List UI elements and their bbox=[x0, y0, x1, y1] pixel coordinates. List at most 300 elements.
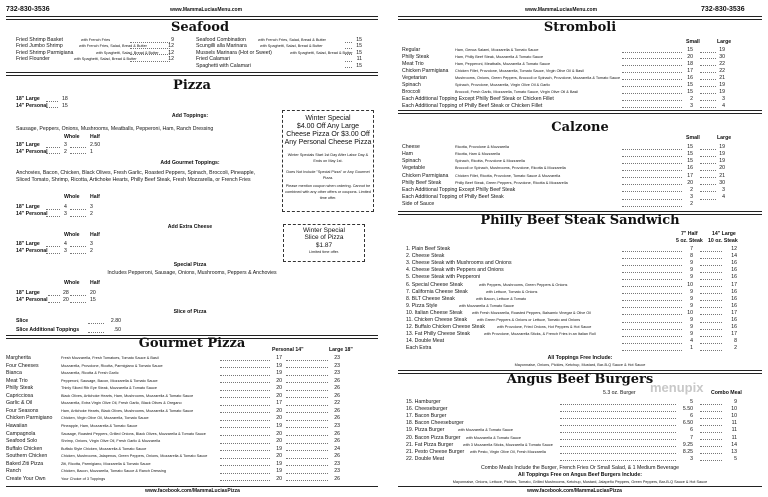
item-description: Mushrooms, Onions, Green Peppers, Broccoli or Spinach, Provolone, Mozzarella & Tomato Sauce bbox=[455, 75, 621, 80]
item-description: with 3 Mozzarella Sticks, Mozzarella & Tomato Sauce bbox=[463, 442, 553, 447]
price-burger: 3 bbox=[690, 455, 693, 462]
price-large: 22 bbox=[719, 67, 725, 74]
calzone-item: Ham bbox=[402, 151, 413, 158]
price-personal: 19 bbox=[276, 468, 282, 475]
subheading: Add Toppings: bbox=[171, 113, 209, 119]
price-small: 15 bbox=[687, 81, 693, 88]
facebook-right[interactable]: www.facebook.com/MammaLuciasPizza bbox=[527, 488, 622, 494]
price-personal: 20 bbox=[276, 438, 282, 445]
price-large: 26 bbox=[334, 453, 340, 460]
dot-leader bbox=[286, 435, 328, 436]
price-small: 18 bbox=[687, 60, 693, 67]
item-description: with French Fries, Salad, Bread & Butter bbox=[79, 44, 147, 49]
price-half: 9 bbox=[690, 302, 693, 309]
dot-leader bbox=[700, 191, 716, 192]
dot-leader bbox=[130, 48, 170, 49]
price-large: 16 bbox=[731, 302, 737, 309]
price-personal: 17 bbox=[276, 400, 282, 407]
burger-item: 20. Bacon Pizza Burger bbox=[406, 434, 461, 441]
seafood-item: Fried Calamari bbox=[196, 56, 231, 63]
price-burger: 8.25 bbox=[682, 448, 693, 455]
dot-leader bbox=[88, 323, 104, 324]
section-title-seafood: Seafood bbox=[170, 20, 230, 35]
menu-text: Half bbox=[90, 280, 100, 286]
dot-leader bbox=[70, 147, 86, 148]
price-large: 4 bbox=[722, 102, 725, 109]
subheading: Special Pizza bbox=[173, 262, 207, 268]
dot-leader bbox=[622, 170, 682, 171]
item-price: 15 bbox=[356, 37, 362, 43]
item-description: Chicken Fillet, Ricotta, Provolone, Tomato Sauce & Mozzarella bbox=[455, 173, 561, 178]
dot-leader bbox=[560, 446, 676, 447]
price-half: 10 bbox=[687, 281, 693, 288]
promo-text: Winter Special bbox=[305, 115, 351, 122]
dot-leader bbox=[70, 302, 86, 303]
menu-text: 5 oz. Steak bbox=[676, 238, 703, 244]
price-large: 17 bbox=[731, 331, 737, 338]
dot-leader bbox=[622, 86, 682, 87]
dot-leader bbox=[700, 460, 722, 461]
item-description: with Peppers, Mushrooms, Green Peppers & Onions bbox=[479, 282, 568, 287]
item-description: Your Choice of 3 Toppings bbox=[61, 476, 106, 481]
price-large: 8 bbox=[734, 338, 737, 345]
burger-item: 15. Hamburger bbox=[406, 399, 441, 405]
item-description: with Lettuce, Tomato & Onions bbox=[486, 289, 538, 294]
seafood-item: Fried Shrimp Basket bbox=[16, 37, 63, 43]
item-description: with Mozzarella & Tomato Sauce bbox=[458, 428, 514, 433]
promo-text: Does Not Include "Special Pizza" or Any Gourmet Pizza. bbox=[286, 170, 370, 180]
dot-leader bbox=[700, 265, 722, 266]
item-price: 12 bbox=[168, 49, 174, 56]
menu-text: 3 bbox=[64, 248, 67, 254]
price-large: 12 bbox=[731, 246, 737, 252]
price-personal: 19 bbox=[276, 370, 282, 377]
price-small: 15 bbox=[687, 158, 693, 165]
price-large: 16 bbox=[731, 317, 737, 323]
price-large: 23 bbox=[334, 370, 340, 377]
price-combo: 10 bbox=[731, 406, 737, 413]
dot-leader bbox=[700, 58, 716, 59]
section-title-stromboli: Stromboli bbox=[543, 20, 617, 35]
website-right[interactable]: www.MammaLuciasMenu.com bbox=[525, 7, 598, 13]
dot-leader bbox=[622, 149, 682, 150]
dot-leader bbox=[48, 295, 60, 296]
menu-text: 14" Personal bbox=[16, 211, 48, 217]
dot-leader bbox=[622, 322, 682, 323]
calzone-item: Philly Beef Steak bbox=[402, 179, 442, 186]
dot-leader bbox=[700, 149, 716, 150]
dot-leader bbox=[220, 480, 270, 481]
gourmet-item: Bianca bbox=[6, 370, 22, 377]
menu-text: 14" Large bbox=[712, 231, 736, 237]
menu-text: 14" Personal bbox=[16, 297, 48, 303]
subheading: Add Extra Cheese bbox=[167, 224, 213, 230]
price-large: 19 bbox=[719, 88, 725, 95]
item-price: .50 bbox=[113, 327, 121, 333]
dot-leader bbox=[700, 425, 722, 426]
seafood-item: Seafood Combination bbox=[196, 37, 246, 43]
item-description: Ziti, Ricotta, Parmigiano, Mozzarella & Tomato Sauce bbox=[61, 461, 151, 466]
toppings-list: Sausage, Peppers, Onions, Mushrooms, Meatballs, Pepperoni, Ham, Ranch Dressing bbox=[16, 126, 214, 132]
price-small: 3 bbox=[690, 194, 693, 201]
price-large: 26 bbox=[334, 430, 340, 437]
dot-leader bbox=[70, 295, 86, 296]
special-desc: Includes Pepperoni, Sausage, Onions, Mushrooms, Peppers & Anchovies bbox=[107, 270, 277, 276]
dot-leader bbox=[70, 216, 86, 217]
price-half: 10 bbox=[687, 309, 693, 316]
item-description: Chicken, Mushrooms, Jalapenos, Green Peppers, Onions, Mozzarella & Tomato Sauce bbox=[61, 454, 208, 459]
price-half: 1 bbox=[690, 345, 693, 352]
item-description: Chicken Fillet, Provolone, Mozzarella, Tomato Sauce, Virgin Olive Oil & Basil bbox=[455, 68, 584, 73]
menu-text: Whole bbox=[64, 194, 80, 200]
menu-text: Whole bbox=[64, 280, 80, 286]
dot-leader bbox=[700, 446, 722, 447]
price-combo: 11 bbox=[731, 427, 737, 434]
burger-item: 21. Fat Pizza Burger bbox=[406, 441, 454, 448]
promo-text: $4.00 Off Any Large bbox=[296, 123, 360, 130]
menu-text: Whole bbox=[64, 232, 80, 238]
price-large: 4 bbox=[722, 194, 725, 201]
dot-leader bbox=[46, 101, 58, 102]
dot-leader bbox=[286, 397, 328, 398]
philly-item: 5. Cheese Steak with Pepperoni bbox=[406, 274, 481, 281]
watermark: menupix bbox=[650, 380, 704, 395]
price-large: 26 bbox=[334, 415, 340, 422]
dot-leader bbox=[560, 425, 676, 426]
dot-leader bbox=[700, 177, 716, 178]
price-large: 26 bbox=[334, 407, 340, 414]
col-whole: Whole bbox=[64, 134, 80, 140]
dot-leader bbox=[46, 209, 60, 210]
dot-leader bbox=[70, 246, 86, 247]
philly-item: 10. Italian Cheese Steak bbox=[406, 309, 463, 316]
gourmet-item: Capricciosa bbox=[6, 392, 34, 399]
gourmet-item: Garlic & Oil bbox=[6, 400, 33, 407]
dot-leader bbox=[622, 251, 682, 252]
gourmet-item: Chicken Parmigiano bbox=[6, 415, 53, 422]
dot-leader bbox=[70, 209, 86, 210]
price-burger: 5.50 bbox=[682, 406, 693, 413]
dot-leader bbox=[130, 54, 170, 55]
menu-text: Small bbox=[686, 39, 700, 45]
price-large: 20 bbox=[719, 165, 725, 172]
price-personal: 20 bbox=[276, 453, 282, 460]
item-price: 15 bbox=[356, 62, 362, 69]
item-description: with Spaghetti, Salad, Bread & Butter bbox=[74, 57, 137, 62]
price-half: 9 bbox=[690, 267, 693, 274]
subheading: Add Gourmet Toppings: bbox=[160, 160, 220, 166]
price-personal: 20 bbox=[276, 377, 282, 384]
dot-leader bbox=[622, 272, 682, 273]
dot-leader bbox=[46, 107, 58, 108]
menu-text: Slice Additional Toppings bbox=[16, 327, 80, 333]
dot-leader bbox=[700, 439, 722, 440]
stromboli-item: Philly Steak bbox=[402, 53, 430, 60]
item-description: Black Olives, Artichoke Hearts, Ham, Mushrooms, Mozzarella & Tomato Sauce bbox=[61, 393, 194, 398]
website-left[interactable]: www.MammaLuciasMenu.com bbox=[170, 7, 243, 13]
price-burger: 6 bbox=[690, 427, 693, 434]
dot-leader bbox=[220, 450, 270, 451]
price-large: 22 bbox=[719, 60, 725, 67]
dot-leader bbox=[560, 460, 676, 461]
stromboli-item: Meat Trio bbox=[402, 60, 424, 67]
dot-leader bbox=[286, 375, 328, 376]
price-half: 9 bbox=[690, 324, 693, 331]
dot-leader bbox=[700, 307, 722, 308]
menu-text: 4 bbox=[64, 204, 67, 210]
philly-item: 6. Special Cheese Steak bbox=[406, 281, 463, 288]
item-description: Broccoli, Fresh Garlic, Mozzarella, Tomato Sauce, Virgin Olive Oil & Basil bbox=[455, 89, 579, 94]
dot-leader bbox=[286, 360, 328, 361]
gourmet-item: Southern Chicken bbox=[6, 453, 48, 460]
promo-text: Cheese Pizza Or $3.00 Off bbox=[286, 131, 370, 138]
price-large: 21 bbox=[719, 74, 725, 81]
dot-leader bbox=[560, 404, 676, 405]
col-combo: Combo Meal bbox=[711, 390, 742, 396]
phone-right: 732-830-3536 bbox=[701, 6, 745, 13]
section-title-calzone: Calzone bbox=[551, 120, 609, 135]
divider bbox=[6, 486, 378, 487]
item-description: with Mozzarella & Tomato Sauce bbox=[466, 435, 522, 440]
col-personal: Personal 14" bbox=[272, 347, 304, 353]
dot-leader bbox=[622, 93, 682, 94]
item-description: Mozzarella, Extra Virgin Olive Oil, Fresh Garlic, Black Olives & Oregano bbox=[61, 401, 182, 406]
menu-text: 3 bbox=[64, 142, 67, 148]
price-personal: 17 bbox=[276, 355, 282, 361]
dot-leader bbox=[622, 191, 682, 192]
stromboli-item: Regular bbox=[402, 47, 421, 53]
price-large: 19 bbox=[719, 158, 725, 165]
dot-leader bbox=[700, 199, 716, 200]
item-description: with Pesto, Virgin Olive Oil, Fresh Mozzarella bbox=[470, 449, 546, 454]
dot-leader bbox=[560, 418, 676, 419]
item-price: 9 bbox=[171, 37, 174, 43]
dot-leader bbox=[345, 54, 352, 55]
dot-leader bbox=[220, 443, 270, 444]
dot-leader bbox=[700, 350, 722, 351]
dot-leader bbox=[46, 246, 60, 247]
price-small: 17 bbox=[687, 172, 693, 179]
dot-leader bbox=[286, 367, 328, 368]
philly-item: 2. Cheese Steak bbox=[406, 253, 445, 260]
price-small: 17 bbox=[687, 67, 693, 74]
price-small: 15 bbox=[687, 88, 693, 95]
burger-size: 5.3 oz. Burger bbox=[603, 390, 636, 396]
col-large: Large 18" bbox=[329, 347, 353, 353]
dot-leader bbox=[220, 435, 270, 436]
promo-text: Winter Special bbox=[303, 227, 345, 234]
facebook-left[interactable]: www.facebook.com/MammaLuciasPizza bbox=[145, 488, 240, 494]
item-description: Buffalo Style Chicken, Mozzarella & Tomato Sauce bbox=[61, 446, 147, 451]
item-description: with French Fries, Salad, Bread & Butter bbox=[258, 38, 326, 42]
price-large: 23 bbox=[334, 460, 340, 467]
stromboli-item: Each Additional Topping of Philly Beef Steak or Chicken Fillet bbox=[402, 102, 543, 109]
price-small: 20 bbox=[687, 53, 693, 60]
price-small: 3 bbox=[690, 102, 693, 109]
price-large: 16 bbox=[731, 295, 737, 302]
dot-leader bbox=[700, 72, 716, 73]
price-half: 9 bbox=[690, 317, 693, 323]
calzone-item: Side of Sauce bbox=[402, 201, 435, 208]
gourmet-item: Four Cheeses bbox=[6, 362, 39, 369]
item-price: 12 bbox=[168, 43, 174, 50]
menu-text: 10 oz. Steak bbox=[708, 238, 738, 244]
stromboli-item: Each Additional Topping Except Philly Beef Steak or Chicken Fillet bbox=[402, 95, 554, 102]
menu-text: 20 bbox=[90, 290, 96, 296]
section-title-gourmet-pizza: Gourmet Pizza bbox=[138, 336, 246, 351]
promo-text: $1.87 bbox=[315, 241, 333, 249]
dot-leader bbox=[700, 336, 722, 337]
dot-leader bbox=[622, 293, 682, 294]
menu-text: 2 bbox=[64, 148, 67, 155]
section-title-burgers: Angus Beef Burgers bbox=[506, 372, 654, 387]
price-small: 15 bbox=[687, 151, 693, 158]
philly-item: 12. Buffalo Chicken Cheese Steak bbox=[406, 324, 485, 331]
price-personal: 20 bbox=[276, 415, 282, 422]
price-large: 30 bbox=[719, 53, 725, 60]
dot-leader bbox=[286, 427, 328, 428]
gourmet-item: Philly Steak bbox=[6, 385, 34, 392]
item-description: with Spaghetti, Salad, Bread & Butter bbox=[290, 50, 353, 55]
dot-leader bbox=[700, 418, 722, 419]
dot-leader bbox=[70, 153, 86, 154]
dot-leader bbox=[700, 163, 716, 164]
price-half: 9 bbox=[690, 288, 693, 295]
price-large: 17 bbox=[731, 309, 737, 316]
item-description: Pepperoni, Sausage, Bacon, Mozzarella & Tomato Sauce bbox=[61, 378, 158, 383]
section-title-philly-sandwich: Philly Beef Steak Sandwich bbox=[480, 213, 680, 228]
price-small: 2 bbox=[690, 95, 693, 102]
dot-leader bbox=[220, 397, 270, 398]
dot-leader bbox=[560, 439, 676, 440]
dot-leader bbox=[700, 251, 722, 252]
menu-text: 4 bbox=[64, 241, 67, 247]
price-large: 16 bbox=[731, 288, 737, 295]
price-small: 2 bbox=[690, 201, 693, 208]
dot-leader bbox=[700, 184, 716, 185]
dot-leader bbox=[700, 329, 722, 330]
dot-leader bbox=[48, 302, 60, 303]
dot-leader bbox=[700, 79, 716, 80]
promo-text: Winter Specials Start 1st Day After Labor Day & Ends on May 1st. bbox=[287, 153, 369, 163]
philly-item: 1. Plain Beef Steak bbox=[406, 246, 451, 252]
dot-leader bbox=[700, 279, 722, 280]
philly-item: 3. Cheese Steak with Mushrooms and Onions bbox=[406, 260, 512, 267]
price-personal: 20 bbox=[276, 407, 282, 414]
divider bbox=[398, 486, 762, 487]
philly-item: 8. BLT Cheese Steak bbox=[406, 295, 455, 302]
dot-leader bbox=[622, 286, 682, 287]
dot-leader bbox=[345, 67, 352, 68]
dot-leader bbox=[622, 199, 682, 200]
price-burger: 6 bbox=[690, 413, 693, 420]
dot-leader bbox=[46, 253, 60, 254]
dot-leader bbox=[700, 293, 722, 294]
dot-leader bbox=[220, 420, 270, 421]
combo-note: Combo Meals Include the Burger, French Fries Or Small Salad, & 1 Medium Beverage bbox=[480, 465, 680, 471]
menu-text: 18" Large bbox=[16, 142, 40, 148]
burger-free-list: Mayonnaise, Onions, Lettuce, Pickles, Tomato, Grilled Mushrooms, Ketchup, Mustard, Jalapeño Peppers, Green Peppers, Bar-B-Q Sauce & Hot Sauce bbox=[452, 480, 708, 484]
seafood-item: Fried Flounder bbox=[16, 56, 50, 63]
price-large: 2 bbox=[734, 345, 737, 352]
price-personal: 19 bbox=[276, 460, 282, 467]
slice-special-coupon bbox=[283, 224, 365, 262]
price-burger: 9.25 bbox=[682, 441, 693, 448]
price-combo: 14 bbox=[731, 441, 737, 448]
menu-text: 2 bbox=[90, 248, 93, 254]
item-description: Chicken, Virgin Olive Oil, Mozzarella, Tomato Sauce bbox=[61, 416, 149, 421]
price-large: 19 bbox=[719, 144, 725, 150]
price-combo: 5 bbox=[734, 455, 737, 462]
dot-leader bbox=[700, 314, 722, 315]
dot-leader bbox=[622, 350, 682, 351]
burger-item: 22. Double Meat bbox=[406, 455, 445, 462]
menu-text: 1 bbox=[90, 148, 93, 155]
pizza-size: 14" Personal bbox=[16, 102, 48, 109]
dot-leader bbox=[622, 279, 682, 280]
seafood-item: Spaghetti with Calamari bbox=[196, 62, 251, 69]
dot-leader bbox=[700, 258, 722, 259]
price-half: 7 bbox=[690, 246, 693, 252]
item-price: 12 bbox=[168, 56, 174, 63]
gourmet-list: Sliced Tomato, Shrimp, Ricotta, Artichoke Hearts, Philly Beef Steak, Fresh Mozzarella, or French Fries bbox=[16, 177, 251, 183]
philly-item: 14. Double Meat bbox=[406, 338, 445, 345]
item-description: Fresh Mozzarella, Fresh Tomatoes, Tomato Sauce & Basil bbox=[61, 356, 159, 360]
burger-item: 18. Bacon Cheeseburger bbox=[406, 420, 464, 427]
menu-text: 2.50 bbox=[90, 142, 101, 148]
dot-leader bbox=[286, 390, 328, 391]
price-half: 9 bbox=[690, 260, 693, 267]
price-personal: 19 bbox=[276, 422, 282, 429]
dot-leader bbox=[560, 453, 676, 454]
price-small: 2 bbox=[690, 186, 693, 193]
dot-leader bbox=[700, 411, 722, 412]
price-personal: 19 bbox=[276, 445, 282, 452]
dot-leader bbox=[622, 156, 682, 157]
burger-item: 17. Bacon Burger bbox=[406, 413, 447, 420]
menu-text: 3 bbox=[64, 211, 67, 217]
price-large: 30 bbox=[719, 179, 725, 186]
divider bbox=[398, 110, 762, 114]
promo-text: Please mention coupon when ordering. Cannot be combined with any other offers or coupons. Limited time offer. bbox=[285, 184, 371, 200]
item-description: with Bacon, Lettuce & Tomato bbox=[476, 296, 527, 301]
dot-leader bbox=[622, 107, 682, 108]
calzone-item: Each Additional Topping Except Philly Beef Steak bbox=[402, 186, 516, 193]
item-description: with Mozzarella & Tomato Sauce bbox=[459, 303, 515, 308]
price-personal: 19 bbox=[276, 362, 282, 369]
dot-leader bbox=[220, 382, 270, 383]
dot-leader bbox=[700, 156, 716, 157]
price-large: 19 bbox=[719, 47, 725, 53]
gourmet-item: Create Your Own bbox=[6, 475, 46, 482]
subheading: Slice of Pizza bbox=[173, 309, 207, 315]
seafood-item: Fried Jumbo Shrimp bbox=[16, 43, 63, 50]
toppings-free-title: All Toppings Free Include: bbox=[547, 355, 613, 361]
stromboli-item: Vegetarian bbox=[402, 74, 427, 81]
stromboli-item: Broccoli bbox=[402, 88, 421, 95]
philly-item: 11. Chicken Cheese Steak bbox=[406, 317, 468, 323]
stromboli-item: Chicken Parmigiana bbox=[402, 67, 449, 74]
menu-text: Half bbox=[90, 194, 100, 200]
price-half: 8 bbox=[690, 253, 693, 260]
price-half: 9 bbox=[690, 295, 693, 302]
toppings-free-list: Mayonnaise, Onions, Pickles, Ketchup, Mustard, Bar-B-Q Sauce & Hot Sauce bbox=[514, 363, 646, 367]
price-large: 23 bbox=[334, 355, 340, 361]
calzone-item: Each Additional Topping of Philly Beef Steak bbox=[402, 194, 504, 201]
dot-leader bbox=[286, 412, 328, 413]
dot-leader bbox=[622, 265, 682, 266]
gourmet-list: Anchovies, Bacon, Chicken, Black Olives, Fresh Garlic, Roasted Peppers, Spinach, Broccoli, Pineapple, bbox=[16, 170, 256, 176]
